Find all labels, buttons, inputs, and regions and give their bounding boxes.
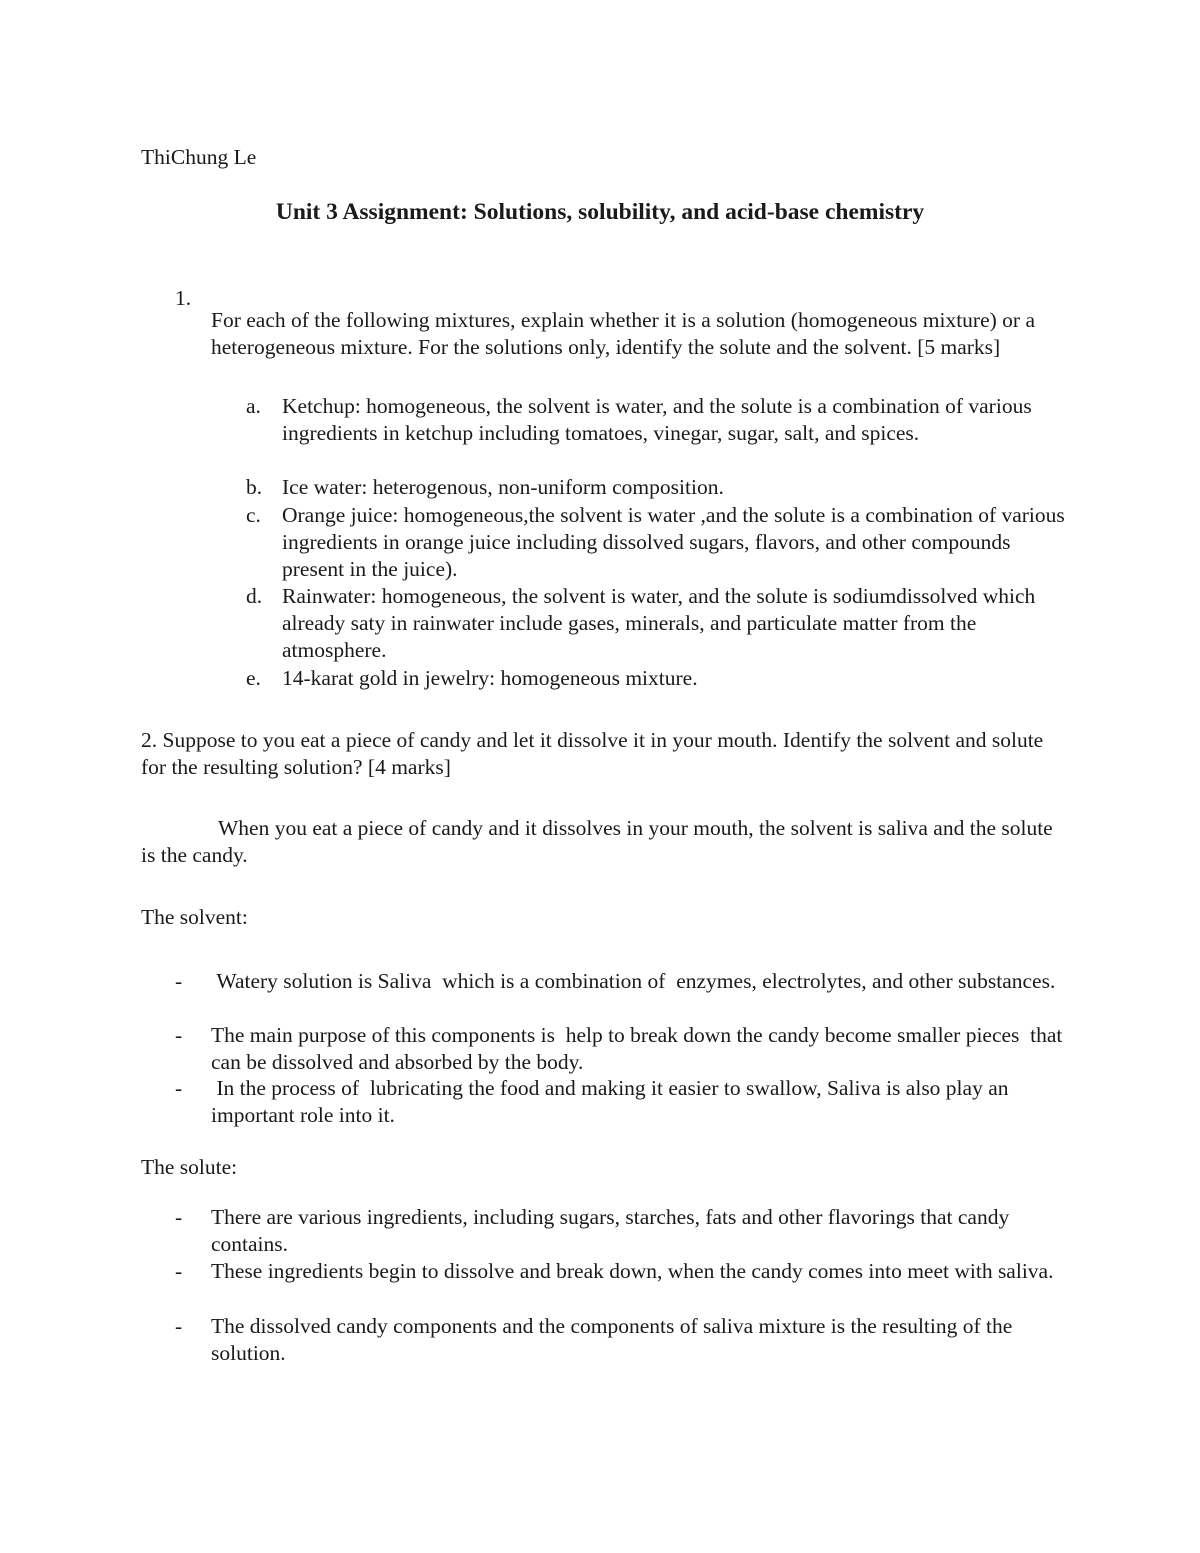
item-c-letter: c. xyxy=(246,503,261,527)
document-title: Unit 3 Assignment: Solutions, solubility, and acid-base chemistry xyxy=(275,199,925,225)
solvent-dash-1: - xyxy=(175,969,183,993)
solute-dash-1: - xyxy=(175,1205,183,1229)
question-2-answer: When you eat a piece of candy and it dissolves in your mouth, the solvent is saliva and the solute is the candy. xyxy=(141,816,1053,867)
solvent-bullet-3: In the process of lubricating the food and making it easier to swallow, Saliva is also play an important role into it. xyxy=(211,1076,1014,1127)
item-d-text: Rainwater: homogeneous, the solvent is water, and the solute is sodiumdissolved which already saty in rainwater include gases, minerals, and particulate matter from the atmosphere. xyxy=(282,584,1036,662)
item-b-letter: b. xyxy=(246,475,263,499)
question-1-number: 1. xyxy=(175,286,192,310)
item-e-letter: e. xyxy=(246,666,261,690)
solute-bullet-1: There are various ingredients, including sugars, starches, fats and other flavorings that candy contains. xyxy=(211,1205,1010,1256)
solute-bullet-2: These ingredients begin to dissolve and break down, when the candy comes into meet with saliva. xyxy=(211,1259,1054,1283)
solvent-bullet-1: Watery solution is Saliva which is a combination of enzymes, electrolytes, and other substances. xyxy=(211,969,1056,993)
solute-bullet-3: The dissolved candy components and the components of saliva mixture is the resulting of the solution. xyxy=(211,1314,1013,1365)
solute-dash-2: - xyxy=(175,1259,183,1283)
question-1-text: For each of the following mixtures, explain whether it is a solution (homogeneous mixture) or a heterogeneous mixture. For the solutions only, identify the solute and the solvent. [5 marks] xyxy=(211,307,1035,359)
solute-heading: The solute: xyxy=(141,1155,238,1179)
solvent-dash-2: - xyxy=(175,1023,183,1047)
solvent-bullet-2: The main purpose of this components is help to break down the candy become smaller pieces that can be dissolved and absorbed by the body. xyxy=(211,1023,1068,1074)
author-name: ThiChung Le xyxy=(141,145,257,169)
item-e-text: 14-karat gold in jewelry: homogeneous mixture. xyxy=(282,666,698,690)
solvent-heading: The solvent: xyxy=(141,905,248,929)
item-b-text: Ice water: heterogenous, non-uniform composition. xyxy=(282,475,724,499)
item-c-text: Orange juice: homogeneous,the solvent is water ,and the solute is a combination of various ingredients in orange juice including dissolved sugars, flavors, and other compounds present in the juice). xyxy=(282,503,1065,581)
item-d-letter: d. xyxy=(246,584,263,608)
solvent-dash-3: - xyxy=(175,1076,183,1100)
item-a-letter: a. xyxy=(246,394,261,418)
item-a-text: Ketchup: homogeneous, the solvent is water, and the solute is a combination of various ingredients in ketchup including tomatoes, vinegar, sugar, salt, and spices. xyxy=(282,394,1032,445)
question-2-text: 2. Suppose to you eat a piece of candy and let it dissolve it in your mouth. Identify the solvent and solute for the resulting solution? [4 marks] xyxy=(141,728,1044,779)
solute-dash-3: - xyxy=(175,1314,183,1338)
